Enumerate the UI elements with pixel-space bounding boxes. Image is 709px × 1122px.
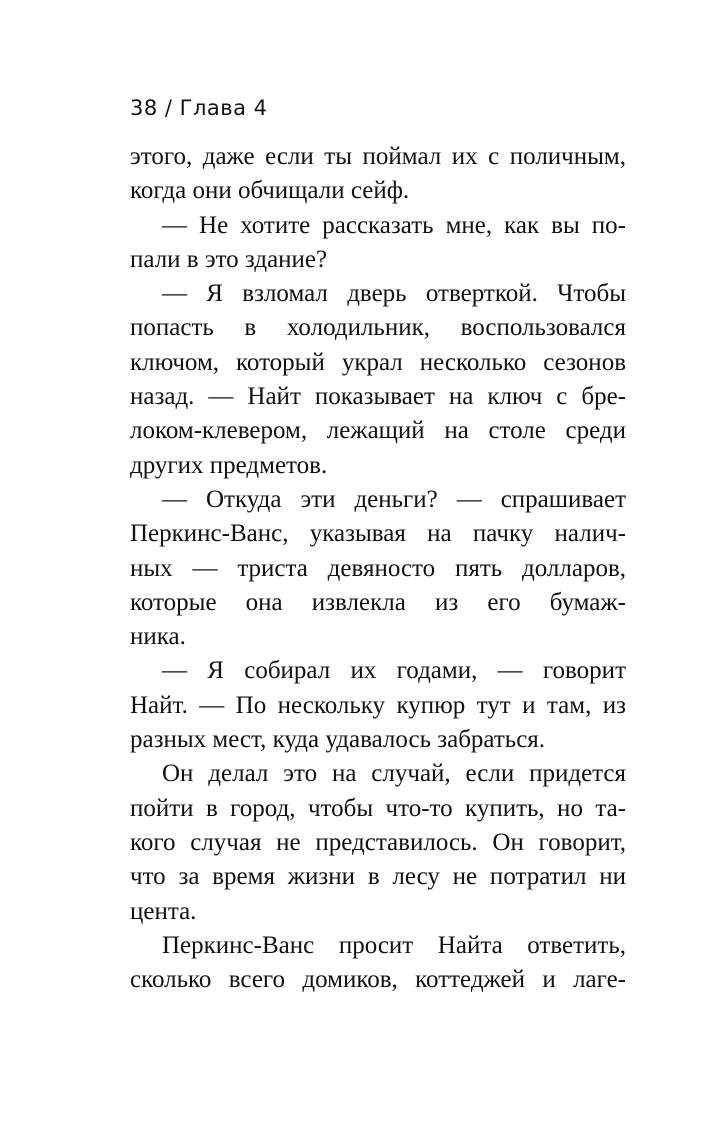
text-line: ника. [130, 623, 186, 651]
text-line: — Не хотите рассказать мне, как вы по- [162, 211, 626, 239]
text-line: сколько всего домиков, коттеджей и лаге- [130, 966, 626, 994]
text-line: цента. [130, 897, 197, 925]
text-line: разных мест, куда удавалось забраться. [130, 726, 546, 754]
text-line: попасть в холодильник, воспользовался [130, 314, 626, 342]
text-line: — Я взломал дверь отверткой. Чтобы [162, 280, 626, 308]
text-line: пали в это здание? [130, 245, 328, 273]
text-line: что за время жизни в лесу не потратил ни [130, 863, 626, 891]
text-line: Найт. — По нескольку купюр тут и там, из [130, 691, 626, 719]
text-line: Перкинс-Ванс просит Найта ответить, [162, 931, 626, 959]
body-text [130, 140, 626, 997]
text-line: других предметов. [130, 451, 328, 479]
text-line: которые она извлекла из его бумаж- [130, 588, 626, 616]
text-line: ных — триста девяносто пять долларов, [130, 554, 626, 582]
text-line: назад. — Найт показывает на ключ с бре- [130, 383, 626, 411]
text-line: Перкинс-Ванс, указывая на пачку налич- [130, 520, 626, 548]
text-line: — Откуда эти деньги? — спрашивает [162, 485, 626, 513]
text-line: пойти в город, чтобы что-то купить, но та- [130, 794, 626, 822]
text-line: ключом, который украл несколько сезонов [130, 348, 626, 376]
text-line: когда они обчищали сейф. [130, 177, 410, 205]
text-line: кого случая не представилось. Он говорит, [130, 828, 626, 856]
text-line: этого, даже если ты поймал их с поличным, [130, 143, 626, 170]
running-head: 38 / Глава 4 [130, 96, 268, 120]
text-line: Он делал это на случай, если придется [162, 760, 626, 788]
text-line: — Я собирал их годами, — говорит [162, 657, 626, 685]
text-line: локом-клевером, лежащий на столе среди [130, 417, 626, 445]
